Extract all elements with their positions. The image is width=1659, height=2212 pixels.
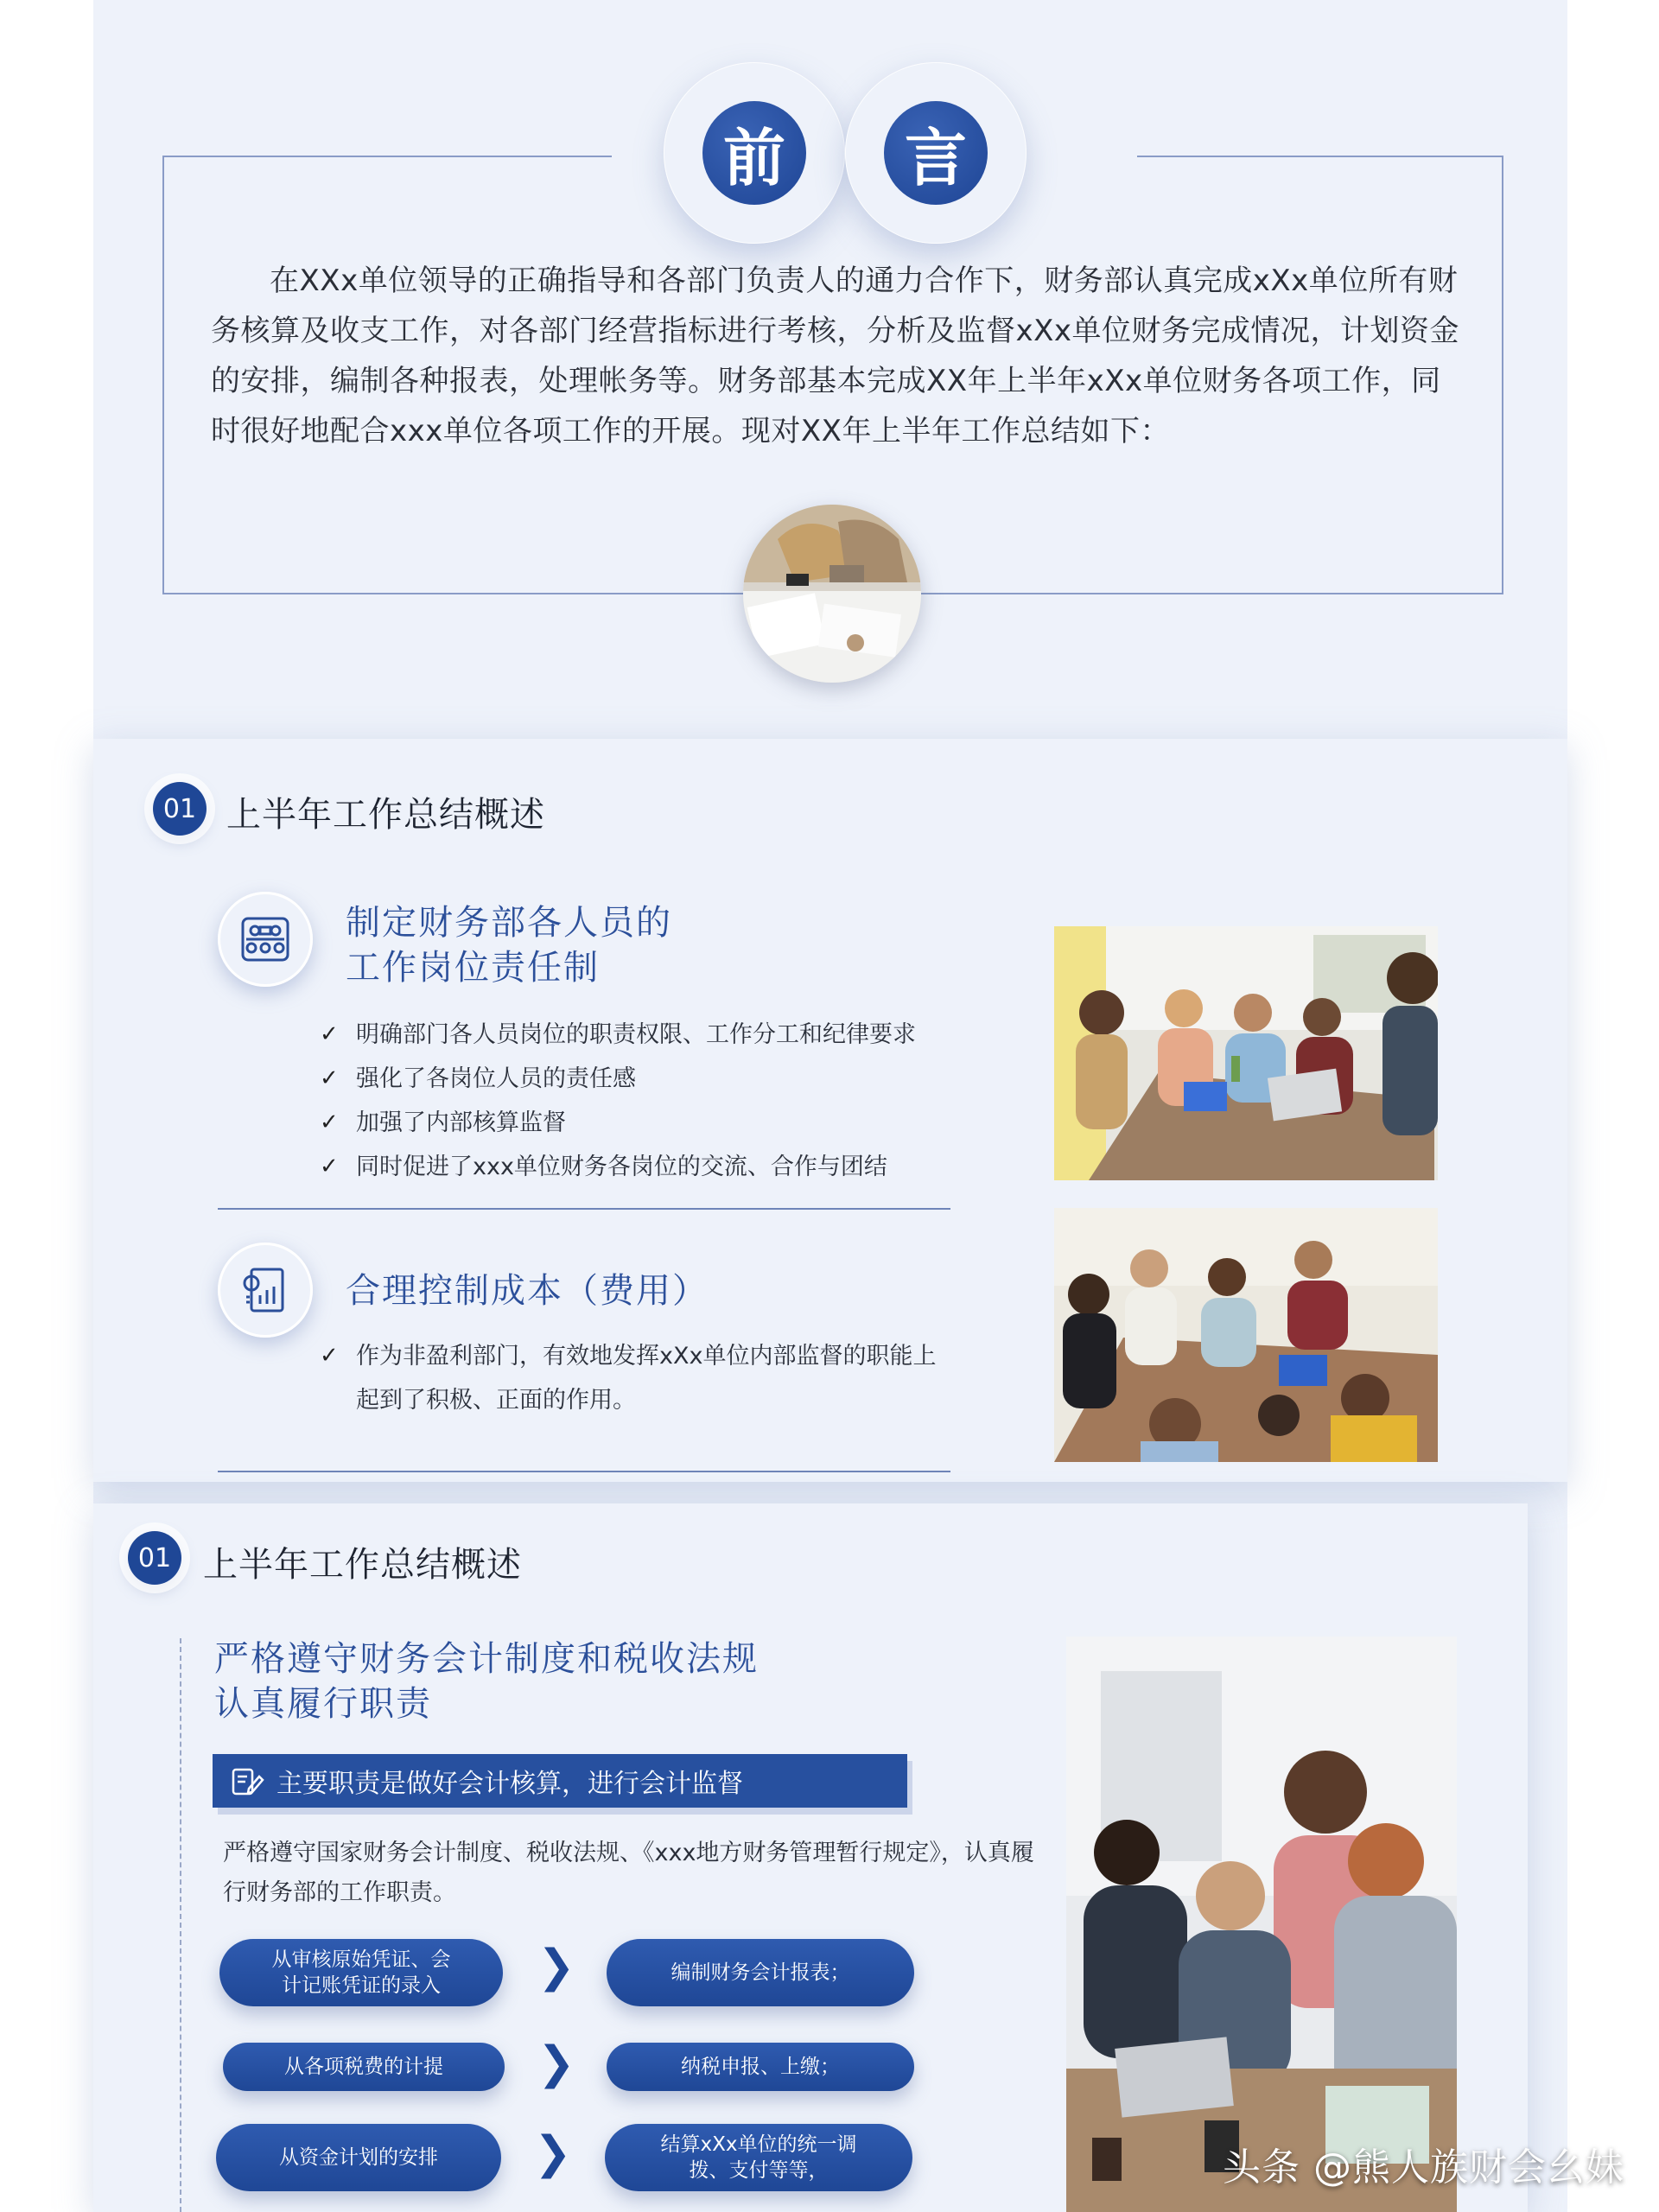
chevron-right-icon: ❯ [537, 2037, 575, 2089]
flow-step-financial-report: 编制财务会计报表； [607, 1939, 914, 2006]
item2-title: 合理控制成本（费用） [346, 1271, 709, 1311]
team-discussion-photo [1066, 1637, 1457, 2212]
duty-banner-text: 主要职责是做好会计核算，进行会计监督 [276, 1769, 743, 1799]
edit-document-icon [230, 1764, 264, 1797]
team-meeting-photo-2 [1054, 1208, 1438, 1462]
section2-dashed-guide [180, 1638, 181, 2212]
flow-step-fund-plan: 从资金计划的安排 [216, 2124, 501, 2191]
chevron-right-icon: ❯ [534, 2127, 572, 2179]
item1-divider [218, 1208, 950, 1210]
item2-checklist [320, 1334, 936, 1422]
section1-title: 上半年工作总结概述 [226, 795, 545, 835]
section2-heading [214, 1637, 759, 1726]
flow-step-tax-filing: 纳税申报、上缴； [607, 2043, 914, 2091]
item1-checklist [320, 1013, 916, 1189]
check-icon: ✓ [320, 1343, 339, 1369]
preface-title-char-2: 言 [884, 101, 988, 205]
item1-icon-ring [218, 892, 313, 987]
section2-heading-line1: 严格遵守财务会计制度和税收法规 [214, 1639, 759, 1679]
duty-banner [213, 1754, 907, 1808]
section1-number-badge: 01 [153, 782, 207, 836]
list-item: ✓ 作为非盈利部门，有效地发挥xXx单位内部监督的职能上 [320, 1334, 936, 1378]
item1-title-line1: 制定财务部各人员的 [346, 903, 672, 943]
flow-step-source-voucher: 从审核原始凭证、会 计记账凭证的录入 [219, 1939, 503, 2006]
list-item: ✓ 强化了各岗位人员的责任感 [320, 1057, 916, 1101]
preface-title-ring-1 [664, 62, 845, 244]
preface-frame-top-left [162, 156, 612, 157]
team-meeting-photo-1 [1054, 926, 1438, 1180]
report-chart-icon [239, 1264, 291, 1316]
check-icon: ✓ [320, 1109, 339, 1135]
watermark-text: 头条 @熊人族财会幺妹 [1223, 2145, 1624, 2190]
preface-title-char-1: 前 [702, 101, 806, 205]
check-icon: ✓ [320, 1021, 339, 1047]
section2-number-badge: 01 [128, 1531, 181, 1585]
section2-paragraph: 严格遵守国家财务会计制度、税收法规、《xxx地方财务管理暂行规定》，认真履行财务部的工作职责。 [223, 1840, 1034, 1906]
list-item: ✓ 明确部门各人员岗位的职责权限、工作分工和纪律要求 [320, 1013, 916, 1057]
list-item: ✓ 同时促进了xxx单位财务各岗位的交流、合作与团结 [320, 1145, 916, 1189]
preface-body: 在XXx单位领导的正确指导和各部门负责人的通力合作下，财务部认真完成xXx单位所有财务核算及收支工作，对各部门经营指标进行考核，分析及监督xXx单位财务完成情况，计划资金的安排，编制各种报表，处理帐务等。财务部基本完成XX年上半年xXx单位财务各项工作，同时很好地配合xxx单位各项工作的开展。现对XX年上半年工作总结如下： [211, 264, 1460, 448]
section2-heading-line2: 认真履行职责 [214, 1684, 432, 1724]
item2-divider [218, 1471, 950, 1472]
item1-title-line2: 工作岗位责任制 [346, 948, 600, 988]
preface-round-photo [743, 505, 921, 683]
team-structure-icon [239, 913, 291, 965]
list-item-continued: 起到了积极、正面的作用。 [356, 1387, 636, 1414]
preface-frame-top-right [1137, 156, 1503, 157]
check-icon: ✓ [320, 1154, 339, 1179]
flow-step-tax-accrual: 从各项税费的计提 [223, 2043, 505, 2091]
section2-title: 上半年工作总结概述 [203, 1545, 522, 1585]
item1-title [346, 900, 672, 990]
list-item: ✓ 加强了内部核算监督 [320, 1101, 916, 1145]
chevron-right-icon: ❯ [537, 1941, 575, 1993]
check-icon: ✓ [320, 1065, 339, 1091]
flow-step-settlement: 结算xXx单位的统一调 拨、支付等等， [605, 2124, 912, 2191]
item2-icon-ring [218, 1243, 313, 1338]
preface-title-ring-2 [845, 62, 1027, 244]
